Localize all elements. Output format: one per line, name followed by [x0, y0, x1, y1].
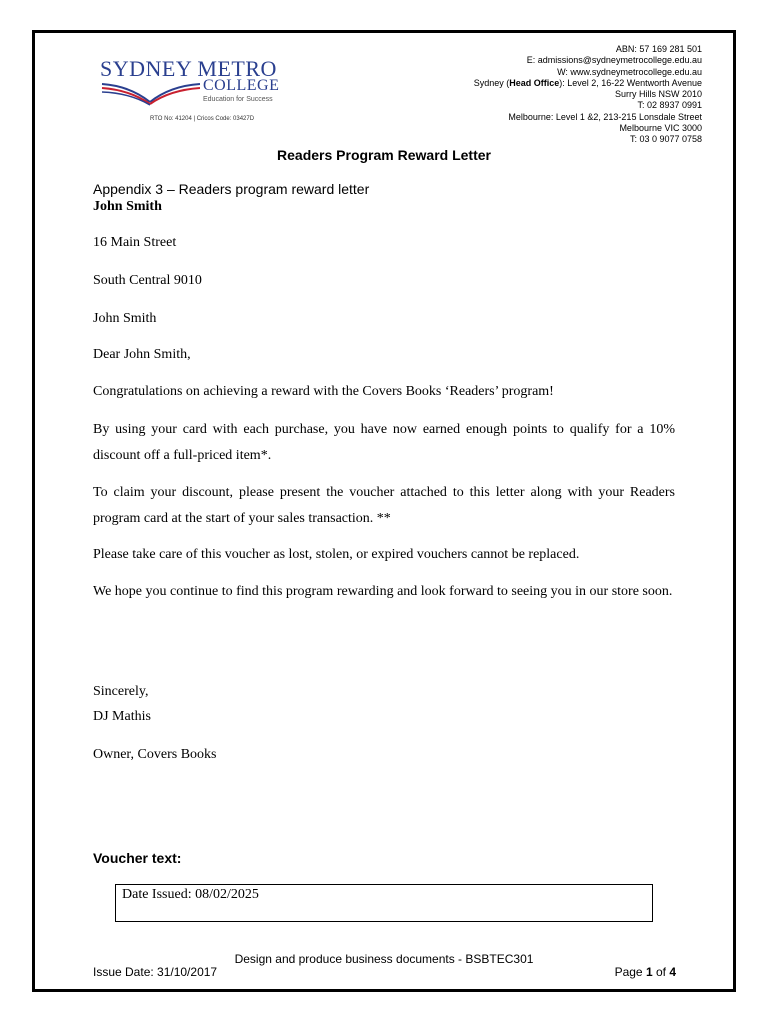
footer-issue-date: Issue Date: 31/10/2017	[93, 965, 218, 979]
logo-name: SYDNEY METRO	[100, 56, 277, 81]
attention-line: John Smith	[93, 311, 157, 326]
paragraph-3: To claim your discount, please present the voucher attached to this letter along with your Readers program card at the start of your sales transaction. **	[93, 485, 675, 526]
page-current: 1	[645, 965, 653, 979]
footer-page-number	[615, 965, 676, 979]
contact-sydney-phone: T: 02 8937 0991	[637, 100, 702, 111]
paragraph-5: We hope you continue to find this program rewarding and look forward to seeing you in our store soon.	[93, 584, 673, 599]
closing: Sincerely,	[93, 684, 149, 699]
contact-abn: ABN: 57 169 281 501	[615, 44, 702, 54]
page-total: 4	[669, 965, 676, 979]
voucher-date-issued: Date Issued: 08/02/2025	[122, 887, 259, 902]
paragraph-2: By using your card with each purchase, you have now earned enough points to qualify for a 10% discount off a full-priced item*.	[93, 422, 675, 463]
logo-college: COLLEGE	[203, 77, 280, 94]
logo-tagline: Education for Success	[203, 96, 273, 103]
appendix-heading: Appendix 3 – Readers program reward letter	[93, 181, 370, 197]
recipient-name: John Smith	[93, 199, 162, 214]
address-city: South Central 9010	[93, 273, 202, 288]
contact-web: W: www.sydneymetrocollege.edu.au	[557, 66, 702, 77]
contact-melbourne: Melbourne: Level 1 &2, 213-215 Lonsdale Street	[508, 111, 702, 122]
sydney-suffix: ): Level 2, 16-22 Wentworth Avenue	[559, 77, 702, 88]
contact-sydney-city: Surry Hills NSW 2010	[614, 89, 702, 100]
sydney-head-office: Head Office	[509, 77, 560, 88]
voucher-heading: Voucher text:	[93, 850, 182, 866]
voucher-box	[115, 884, 653, 922]
contact-sydney	[474, 78, 702, 89]
paragraph-1: Congratulations on achieving a reward with the Covers Books ‘Readers’ program!	[93, 384, 554, 399]
footer-course: Design and produce business documents - BSBTEC301	[234, 952, 534, 966]
page-prefix: Page	[614, 965, 646, 979]
sydney-prefix: Sydney (	[473, 77, 510, 88]
logo-swoosh-icon	[100, 80, 200, 106]
contact-melbourne-phone: T: 03 0 9077 0758	[629, 134, 702, 145]
address-street: 16 Main Street	[93, 235, 177, 250]
contact-melbourne-city: Melbourne VIC 3000	[619, 123, 702, 134]
college-logo	[100, 56, 300, 128]
page-of: of	[652, 965, 670, 979]
logo-registration: RTO No: 41204 | Cricos Code: 03427D	[150, 116, 255, 122]
signer-title: Owner, Covers Books	[93, 747, 217, 762]
document-title: Readers Program Reward Letter	[277, 147, 491, 163]
contact-block	[474, 44, 702, 146]
salutation: Dear John Smith,	[93, 347, 191, 362]
contact-email: E: admissions@sydneymetrocollege.edu.au	[526, 55, 702, 66]
signer-name: DJ Mathis	[93, 709, 151, 724]
paragraph-4: Please take care of this voucher as lost, stolen, or expired vouchers cannot be replaced.	[93, 547, 580, 562]
